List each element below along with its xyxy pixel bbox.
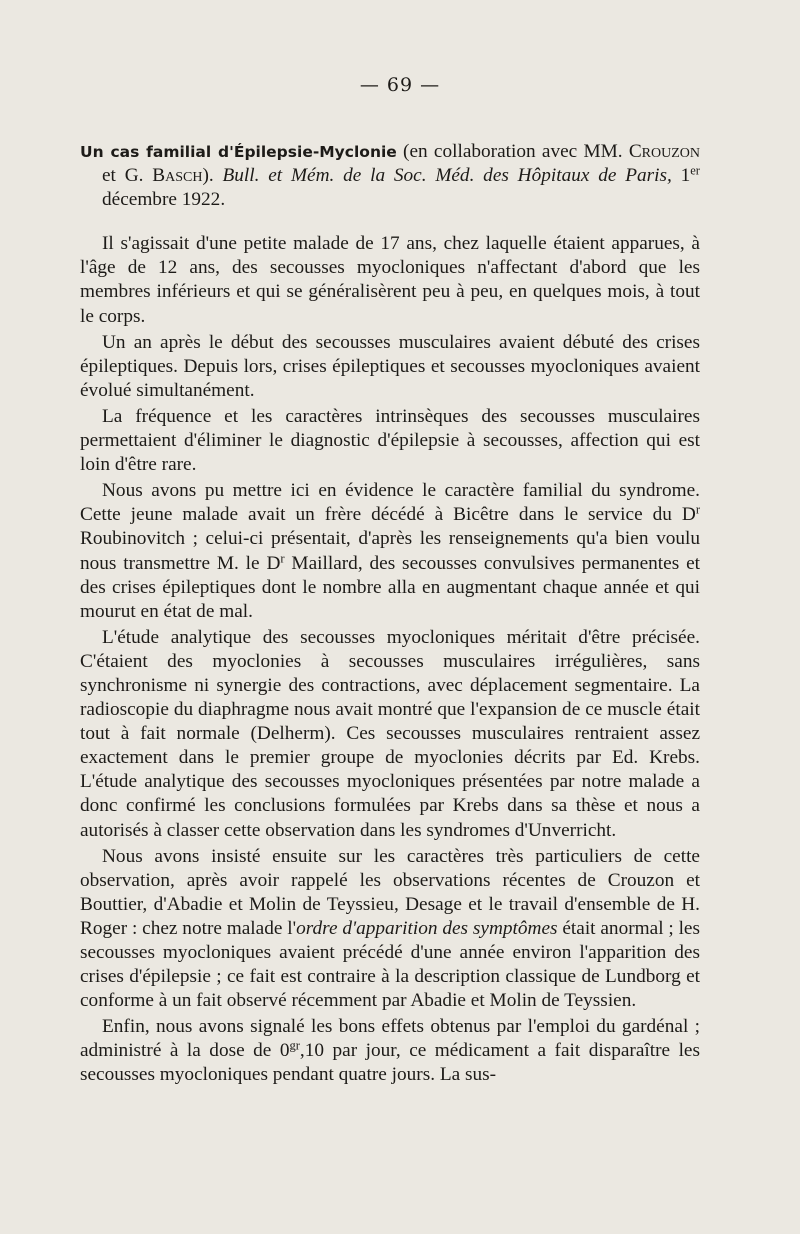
paragraph-particular-characters — [80, 845, 700, 1014]
author-basch: Basch — [152, 165, 203, 187]
paragraph-epileptic-crises: Un an après le début des secousses musculaires avaient débuté des crises épileptiques. Depuis lors, crises épileptiques et secousses myocloniques avaient évolué simultanément. — [80, 331, 700, 401]
paragraph-case-description: Il s'agissait d'une petite malade de 17 ans, chez laquelle étaient apparues, à l'âge de 12 ans, des secousses myocloniques n'affectant d'abord que les membres inférieurs et qui se généralisèrent peu à peu, en quelques mois, à tout le corps. — [80, 233, 700, 327]
p4-superscript-2: r — [280, 551, 285, 566]
p4-superscript-1: r — [695, 503, 700, 518]
p6-text-b: était anormal ; les secousses myocloniques avaient précédé d'une année environ l'apparition des crises d'épilepsie ; ce fait est contraire à la description classique de Lundborg et conforme à un fait observé récemment par Abadie et Molin de Teyssien. — [80, 917, 700, 1012]
date-superscript: er — [690, 163, 700, 178]
date-rest: décembre 1922. — [102, 189, 226, 211]
collab-prefix: (en collaboration avec MM. — [396, 141, 629, 162]
p4-text-c: Maillard, des secousses convulsives permanentes et des crises épileptiques dont le nombre alla en augmentant chaque année et qui mourut en état de mal. — [80, 552, 700, 622]
author-crouzon: Crouzon — [628, 141, 701, 162]
p6-text-a: Nous avons insisté ensuite sur les caractères très particuliers de cette observation, après avoir rappelé les observations récentes de Crouzon et Bouttier, d'Abadie et Molin de Teyssieu, Desage et le travail d'ensemble de H. Roger : chez notre malade l' — [80, 845, 700, 939]
p4-text-b: Roubinovitch ; celui-ci présentait, d'après les renseignements qu'a bien voulu nous transmettre M. le D — [80, 528, 700, 574]
after-authors: ). — [202, 165, 223, 187]
p6-italic-phrase: ordre d'apparition des symptômes — [296, 917, 558, 939]
paragraph-gardenal — [80, 1015, 700, 1087]
paragraph-familial-character — [80, 479, 700, 624]
between-authors: et G. — [102, 165, 153, 187]
paragraph-analytic-study: L'étude analytique des secousses myocloniques méritait d'être précisée. C'étaient des myoclonies à secousses musculaires irrégulières, sans synchronisme ni synergie des contractions, avec déplacement segmentaire. La radioscopie du diaphragme nous avait montré que l'expansion de ce muscle était tout à fait normale (Delherm). Ces secousses musculaires rentraient assez exactement dans le premier groupe de myoclonies décrits par Ed. Krebs. L'étude analytique des secousses myocloniques présentées par notre malade a donc confirmé les conclusions formulées par Krebs dans sa thèse et nous a autorisés à classer cette observation dans les syndromes d'Unverricht. — [80, 626, 700, 841]
p7-text-a: Enfin, nous avons signalé les bons effets obtenus par l'emploi du gardénal ; administré à la dose de 0 — [80, 1016, 700, 1062]
paragraph-diagnosis: La fréquence et les caractères intrinsèques des secousses musculaires permettaient d'éliminer le diagnostic d'épilepsie à secousses, affection qui est loin d'être rare. — [80, 405, 700, 476]
p4-text-a: Nous avons pu mettre ici en évidence le caractère familial du syndrome. Cette jeune malade avait un frère décédé à Bicêtre dans le service du D — [80, 480, 700, 526]
p7-superscript: gr — [289, 1039, 300, 1054]
date-day: 1 — [671, 165, 691, 187]
p7-text-b: ,10 par jour, ce médicament a fait disparaître les secousses myocloniques pendant quatre jours. La sus- — [80, 1040, 700, 1086]
article-title: Un cas familial d'Épilepsie-Myclonie — [80, 143, 397, 161]
journal-reference: Bull. et Mém. de la Soc. Méd. des Hôpitaux de Paris, — [222, 165, 672, 187]
page-number: — 69 — — [359, 74, 441, 96]
reference-heading — [80, 140, 700, 212]
page-body — [80, 140, 700, 1088]
